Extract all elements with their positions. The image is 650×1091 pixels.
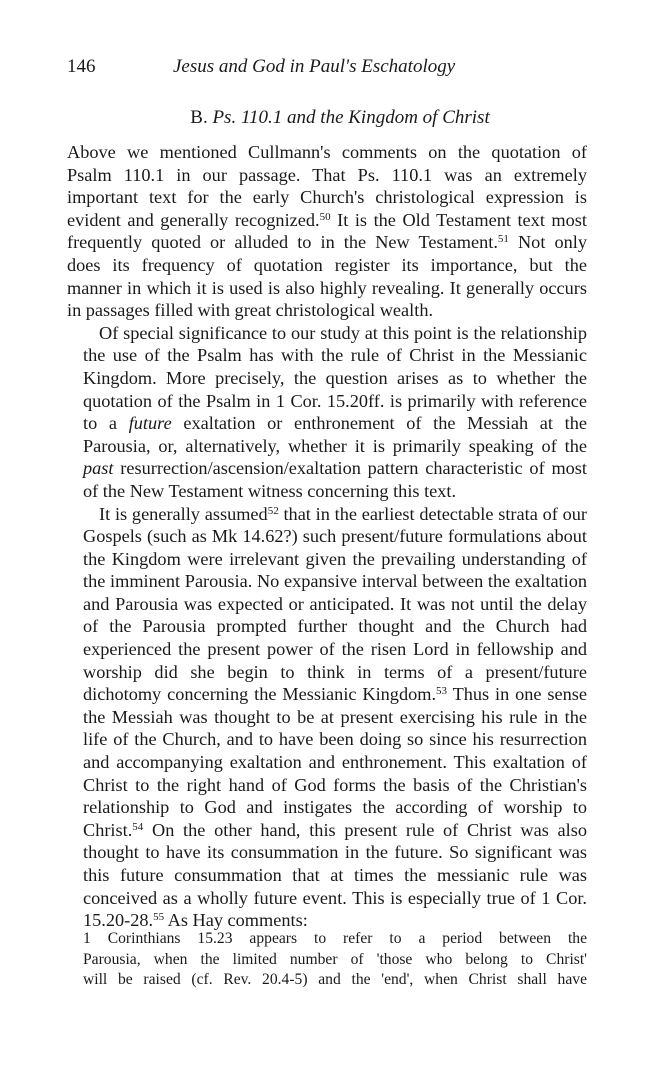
text-line: experienced the present power of the risen Lord in fellowship and — [83, 639, 587, 660]
text-line: Kingdom. More precisely, the question arises as to whether the — [83, 367, 587, 388]
section-ps: Ps. — [212, 107, 237, 128]
text-line: evident and generally recognized.$^{50}$ It is the Old Testament text most — [67, 209, 587, 230]
text-line: Christ to the right hand of God forms the basis of the Christian's — [83, 774, 587, 795]
text-line: of the New Testament witness concerning this text. — [83, 480, 457, 501]
text-line: quotation of the Psalm in 1 Cor. 15.20ff. is primarily with reference — [83, 390, 587, 411]
text-line: Christ.$^{54}$ On the other hand, this present rule of Christ was also — [83, 819, 587, 840]
text-line: Of special significance to our study at this point is the relationship — [99, 322, 587, 343]
paragraph-2 — [67, 322, 587, 503]
text-line: the use of the Psalm has with the rule of Christ in the Messianic — [83, 345, 587, 366]
text-line: life of the Church, and to have been doing so since his resurrection — [83, 729, 587, 750]
footnote-ref: 53 — [436, 685, 448, 698]
text-line: Psalm 110.1 in our passage. That Ps. 110.1 was an extremely — [67, 164, 587, 185]
paragraph-3 — [67, 503, 587, 932]
text-line: thought to have its consummation in the future. So significant was — [83, 842, 587, 863]
text-line: dichotomy concerning the Messianic Kingdom.$^{53}$ Thus in one sense — [83, 684, 587, 705]
quote-line: will be raised (cf. Rev. 20.4-5) and the 'end', when Christ shall have — [83, 971, 587, 988]
text-line: Parousia, or, alternatively, whether it is primarily speaking of the — [83, 435, 587, 456]
text-line: the Messiah was thought to be at present exercising his rule in the — [83, 706, 587, 727]
text-line: conceived as a wholly future event. This is especially true of 1 Cor. — [83, 887, 587, 908]
section-ps-num: 110.1 — [240, 107, 283, 128]
text-line: Above we mentioned Cullmann's comments on the quotation of — [67, 142, 587, 162]
emphasis: future — [128, 413, 172, 434]
text-line: does its frequency of quotation register its importance, but the — [67, 254, 587, 275]
section-label: B. — [190, 107, 208, 128]
text-line: frequently quoted or alluded to in the New Testament.$^{51}$ Not only — [67, 232, 587, 253]
emphasis: past — [83, 458, 114, 479]
footnote-ref: 55 — [153, 911, 165, 924]
text-line: of the Parousia prompted further thought and the Church had — [83, 616, 587, 637]
text-line: this future consummation that at times the messianic rule was — [83, 865, 587, 885]
section-title: and the Kingdom of Christ — [287, 107, 490, 128]
text-line: and Parousia was expected or anticipated. It was not until the delay — [83, 593, 587, 614]
footnote-ref: 50 — [319, 210, 331, 223]
text-line: past resurrection/ascension/exaltation pattern characteristic of most — [83, 458, 587, 479]
page-number: 146 — [67, 56, 96, 77]
text-line: the imminent Parousia. No expansive interval between the exaltation — [83, 571, 587, 592]
page-header — [67, 56, 587, 86]
text-line: the Kingdom were irrelevant given the prevailing understanding of — [83, 548, 587, 569]
text-line: important text for the early Church's christological expression is — [67, 187, 587, 208]
text-line: Gospels (such as Mk 14.62?) such present/future formulations about — [83, 526, 587, 547]
paragraph-1 — [67, 141, 587, 322]
block-quote — [83, 929, 587, 991]
quote-line: Parousia, when the limited number of 'those who belong to Christ' — [83, 950, 587, 968]
text-line: in passages filled with great christological wealth. — [67, 300, 434, 321]
footnote-ref: 54 — [132, 820, 144, 833]
quote-line: 1 Corinthians 15.23 appears to refer to a period between the — [83, 930, 587, 947]
footnote-ref: 52 — [267, 504, 279, 517]
body-text — [67, 141, 587, 932]
text-line: It is generally assumed$^{52}$ that in the earliest detectable strata of our — [99, 503, 587, 524]
running-title: Jesus and God in Paul's Eschatology — [173, 56, 456, 77]
text-line: worship did she begin to think in terms of a present/future — [83, 661, 587, 682]
text-line: relationship to God and instigates the according of worship to — [83, 797, 587, 818]
section-heading — [0, 107, 650, 129]
text-line: manner in which it is used is also highly revealing. It generally occurs — [67, 277, 587, 298]
text-line: and accompanying exaltation and enthronement. This exaltation of — [83, 752, 587, 773]
text-line: 15.20-28.55 As Hay comments: — [83, 910, 308, 931]
footnote-ref: 51 — [497, 233, 509, 246]
text-line: to a future exaltation or enthronement of the Messiah at the — [83, 413, 587, 434]
